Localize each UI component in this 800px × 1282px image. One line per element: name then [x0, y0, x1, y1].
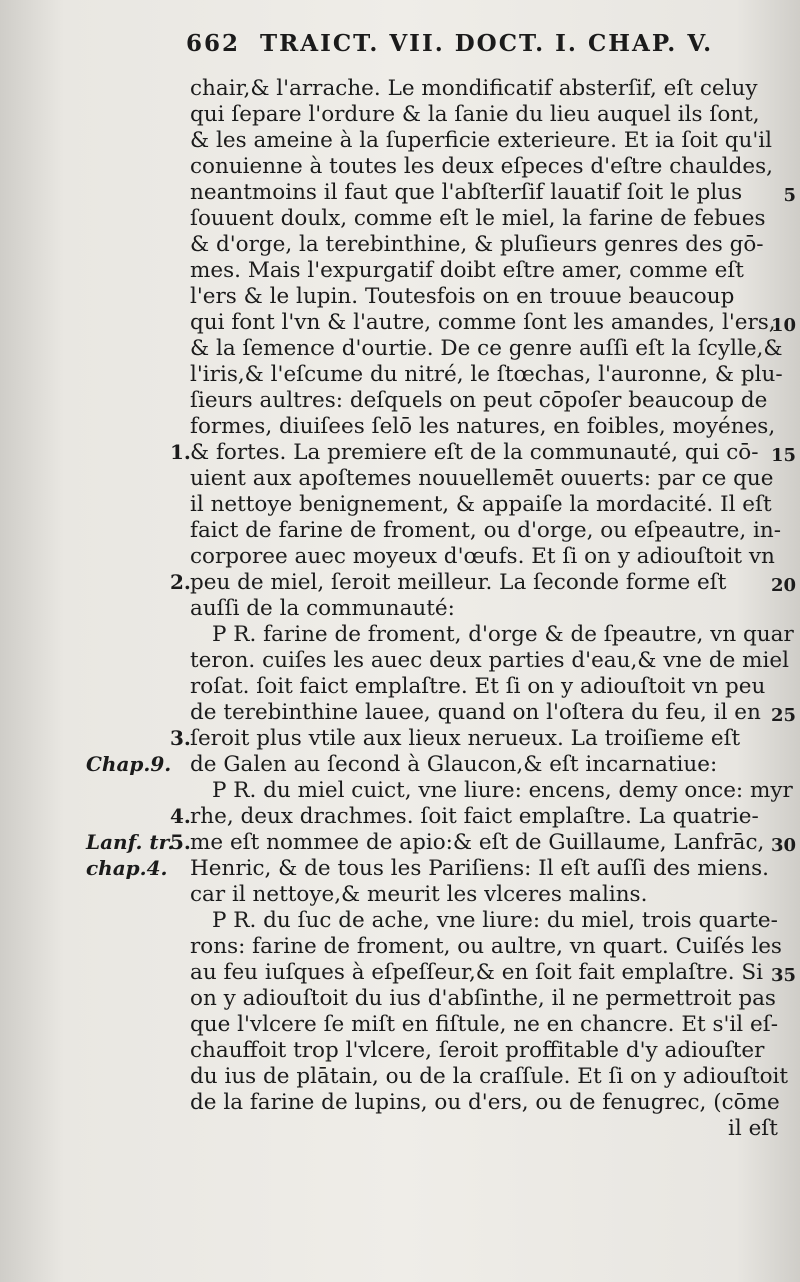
- text-line: du ius de plātain, ou de la craſſule. Et ſi on y adiouſtoit: [190, 1064, 789, 1089]
- text-line: uient aux apoſtemes nouuellemēt ouuerts: par ce que: [190, 466, 774, 491]
- line-number: 15: [770, 445, 796, 466]
- text-line: mes. Mais l'expurgatif doibt eſtre amer, comme eſt: [190, 258, 744, 283]
- running-title: TRAICT. VII. DOCT. I. CHAP. V.: [260, 30, 714, 57]
- enumerator: 1.: [170, 440, 191, 464]
- text-line: P R. farine de froment, d'orge & de ſpeautre, vn quar: [212, 622, 794, 647]
- line-number: 20: [770, 575, 796, 596]
- text-line: de terebinthine lauee, quand on l'oſtera du feu, il en: [190, 700, 761, 725]
- text-line: conuienne à toutes les deux eſpeces d'eſtre chauldes,: [190, 154, 774, 179]
- text-line: qui ſepare l'ordure & la ſanie du lieu auquel ils ſont,: [190, 102, 760, 127]
- text-line: me eſt nommee de apio:& eſt de Guillaume, Lanfrāc,: [190, 830, 765, 855]
- margin-note: Chap.9.: [86, 752, 172, 776]
- line-number: 35: [770, 965, 796, 986]
- enumerator: 5.: [170, 830, 191, 854]
- text-line: car il nettoye,& meurit les vlceres malins.: [190, 882, 648, 907]
- enumerator: 3.: [170, 726, 191, 750]
- page-number: 662: [186, 30, 241, 57]
- margin-note: chap.4.: [86, 856, 168, 880]
- text-line: de Galen au ſecond à Glaucon,& eſt incarnatiue:: [190, 752, 718, 777]
- text-line: Henric, & de tous les Pariſiens: Il eſt auſſi des miens.: [190, 856, 769, 881]
- text-line: au feu iuſques à eſpeſſeur,& en ſoit fait emplaſtre. Si: [190, 960, 763, 985]
- text-line: il eſt: [728, 1116, 778, 1141]
- text-line: que l'vlcere ſe miſt en fiſtule, ne en chancre. Et s'il eſ-: [190, 1012, 778, 1037]
- text-line: & d'orge, la terebinthine, & pluſieurs genres des gō-: [190, 232, 764, 257]
- text-line: de la farine de lupins, ou d'ers, ou de fenugrec, (cōme: [190, 1090, 780, 1115]
- text-line: roſat. ſoit faict emplaſtre. Et ſi on y adiouſtoit vn peu: [190, 674, 766, 699]
- text-line: neantmoins il faut que l'abſterſif lauatif ſoit le plus: [190, 180, 743, 205]
- text-line: teron. cuiſes les auec deux parties d'eau,& vne de miel: [190, 648, 790, 673]
- text-line: peu de miel, ſeroit meilleur. La ſeconde forme eſt: [190, 570, 727, 595]
- text-line: rhe, deux drachmes. ſoit faict emplaſtre. La quatrie-: [190, 804, 759, 829]
- line-number: 25: [770, 705, 796, 726]
- enumerator: 4.: [170, 804, 191, 828]
- line-number: 10: [770, 315, 796, 336]
- margin-note: Lanf. tr.: [86, 830, 175, 854]
- text-line: formes, diuiſees ſelō les natures, en foibles, moyénes,: [190, 414, 776, 439]
- text-line: corporee auec moyeux d'œufs. Et ſi on y adiouſtoit vn: [190, 544, 775, 569]
- text-line: il nettoye benignement, & appaiſe la mordacité. Il eſt: [190, 492, 772, 517]
- text-line: rons: farine de froment, ou aultre, vn quart. Cuiſés les: [190, 934, 782, 959]
- text-line: ſouuent doulx, comme eſt le miel, la farine de febues: [190, 206, 766, 231]
- text-line: l'iris,& l'eſcume du nitré, le ſtœchas, l'auronne, & plu-: [190, 362, 783, 387]
- line-number: 30: [770, 835, 796, 856]
- running-header: [186, 30, 713, 57]
- text-line: faict de farine de froment, ou d'orge, ou eſpeautre, in-: [190, 518, 782, 543]
- text-line: P R. du miel cuict, vne liure: encens, demy once: myr: [212, 778, 793, 803]
- line-number: 5: [783, 185, 796, 206]
- text-line: auſſi de la communauté:: [190, 596, 455, 621]
- text-line: & la ſemence d'ourtie. De ce genre auſſi eſt la ſcylle,&: [190, 336, 783, 361]
- text-line: & les ameine à la ſuperficie exterieure. Et ia ſoit qu'il: [190, 128, 773, 153]
- text-line: ſieurs aultres: deſquels on peut cōpoſer beaucoup de: [190, 388, 768, 413]
- text-line: chair,& l'arrache. Le mondificatif absterſif, eſt celuy: [190, 76, 758, 101]
- text-line: & fortes. La premiere eſt de la communauté, qui cō-: [190, 440, 759, 465]
- text-line: qui font l'vn & l'autre, comme ſont les amandes, l'ers,: [190, 310, 776, 335]
- text-line: chauffoit trop l'vlcere, ſeroit proffitable d'y adiouſter: [190, 1038, 765, 1063]
- text-line: l'ers & le lupin. Toutesfois on en trouue beaucoup: [190, 284, 735, 309]
- text-line: P R. du ſuc de ache, vne liure: du miel, trois quarte-: [212, 908, 778, 933]
- enumerator: 2.: [170, 570, 191, 594]
- text-line: ſeroit plus vtile aux lieux nerueux. La troiſieme eſt: [190, 726, 741, 751]
- text-line: on y adiouſtoit du ius d'abſinthe, il ne permettroit pas: [190, 986, 776, 1011]
